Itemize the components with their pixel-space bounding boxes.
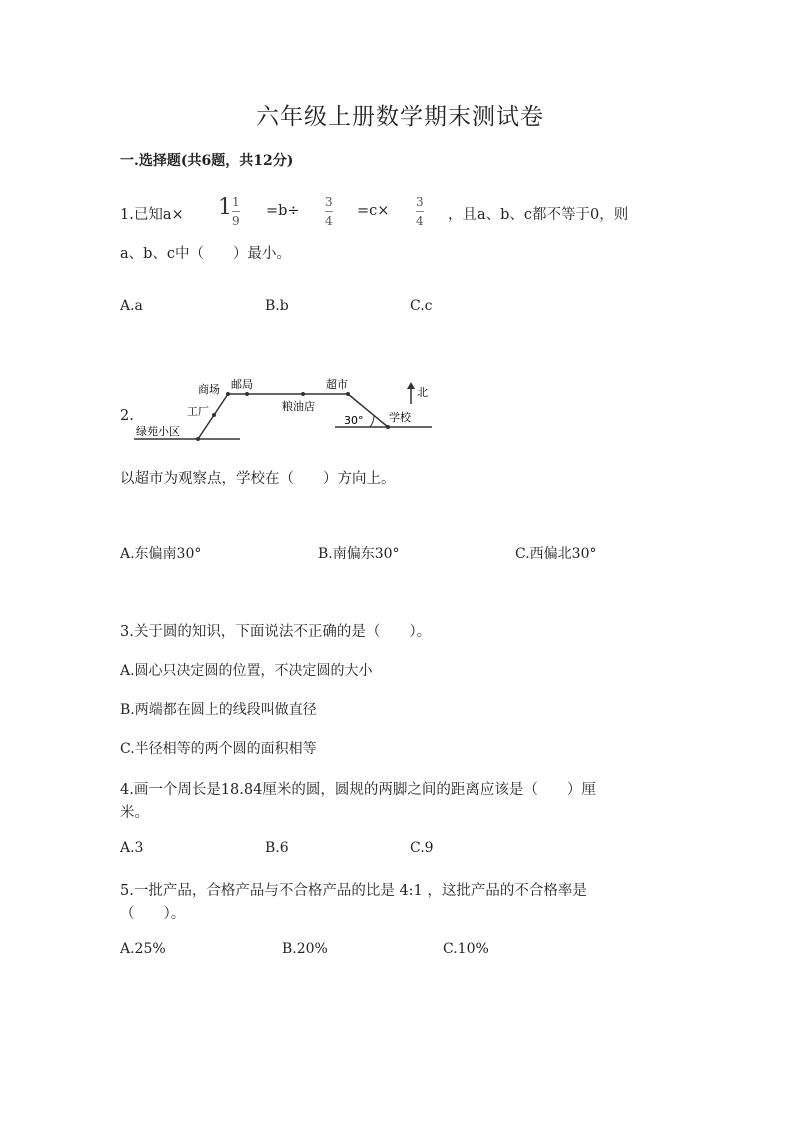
q3-text: 3.关于圆的知识，下面说法不正确的是（ ）。 [120,624,432,640]
map-point-factory [212,413,216,417]
q2-option-b[interactable]: B.南偏东30° [318,546,400,562]
map-label-north: 北 [417,386,428,399]
fraction-bar [232,211,240,212]
q2-option-c[interactable]: C.西偏北30° [515,546,597,562]
q4-option-b[interactable]: B.6 [265,840,289,856]
q4-option-a[interactable]: A.3 [120,840,144,856]
q1-frac2-denominator: 4 [325,214,333,228]
map-point-school [386,425,390,429]
map-point-shop [226,392,230,396]
q1-part2: =b÷ [266,203,300,219]
q4-line1: 4.画一个周长是18.84厘米的圆，圆规的两脚之间的距离应该是（ ）厘 [120,782,596,798]
section-heading: 一.选择题(共6题，共12分) [120,153,294,169]
q1-frac3-denominator: 4 [416,214,424,228]
map-figure [130,370,440,450]
q1-part3: =c× [357,203,390,219]
map-label-supermarket: 超市 [326,378,348,391]
q3-option-a[interactable]: A.圆心只决定圆的位置，不决定圆的大小 [120,663,373,679]
q2-number: 2. [120,408,134,424]
q5-option-a[interactable]: A.25% [120,941,166,957]
q5-line2: （ ）。 [120,906,186,922]
q1-fraction-2 [325,196,333,227]
page-title: 六年级上册数学期末测试卷 [256,104,544,130]
q2-text: 以超市为观察点，学校在（ ）方向上。 [120,471,396,487]
map-point-post [245,392,249,396]
map-angle-arc [370,416,374,427]
q1-prefix: 1.已知a× [120,207,184,223]
q5-line1: 5.一批产品，合格产品与不合格产品的比是 4:1 ，这批产品的不合格率是 [120,883,587,899]
q1-frac2-numerator: 3 [325,195,333,209]
q4-line2: 米。 [120,805,149,821]
fraction-bar [325,211,333,212]
map-label-grain: 粮油店 [282,400,315,413]
q1-mixed-whole: 1 [218,195,232,220]
map-label-shop: 商场 [198,383,220,396]
q1-mixed-numerator: 1 [232,195,240,209]
map-label-post: 邮局 [231,378,253,391]
q1-option-a[interactable]: A.a [120,298,143,314]
map-label-angle: 30° [344,414,364,427]
fraction-bar [416,211,424,212]
q2-option-a[interactable]: A.东偏南30° [120,546,202,562]
q1-mixed-fraction [232,196,240,227]
q1-part4: ，且a、b、c都不等于0，则 [448,207,629,223]
map-label-green: 绿苑小区 [136,425,180,438]
map-label-factory: 工厂 [187,405,209,418]
q5-option-c[interactable]: C.10% [443,941,489,957]
q3-option-c[interactable]: C.半径相等的两个圆的面积相等 [120,741,317,757]
north-arrow-icon [407,382,415,389]
map-point-supermarket [346,392,350,396]
q3-option-b[interactable]: B.两端都在圆上的线段叫做直径 [120,702,317,718]
q4-option-c[interactable]: C.9 [410,840,434,856]
q5-option-b[interactable]: B.20% [282,941,328,957]
q1-option-b[interactable]: B.b [265,298,289,314]
q1-mixed-denominator: 9 [232,214,240,228]
q1-fraction-3 [416,196,424,227]
map-point-grain [301,392,305,396]
q1-frac3-numerator: 3 [416,195,424,209]
map-label-school: 学校 [389,411,411,424]
q1-option-c[interactable]: C.c [410,298,433,314]
q1-line2: a、b、c中（ ）最小。 [120,246,292,262]
map-point-green [196,437,200,441]
